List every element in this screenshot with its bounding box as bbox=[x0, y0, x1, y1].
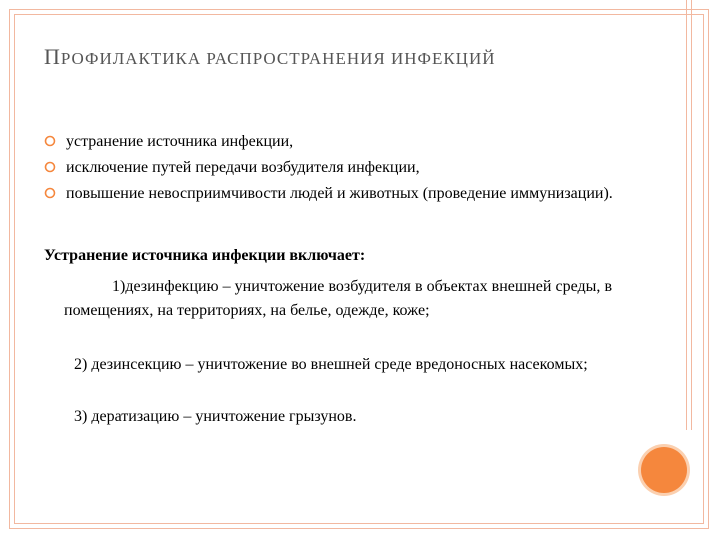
title-initial: П bbox=[44, 44, 61, 69]
sun-icon bbox=[44, 187, 56, 199]
list-item bbox=[44, 158, 624, 178]
slide-frame-inner bbox=[14, 14, 704, 524]
bullet-text: повышение невосприимчивости людей и животных (проведение иммунизации). bbox=[66, 185, 613, 202]
decor-line bbox=[691, 0, 692, 430]
list-item-deratization: 3) дератизацию – уничтожение грызунов. bbox=[74, 408, 357, 425]
list-item-disinfection: 1)дезинфекцию – уничтожение возбудителя в объектах внешней среды, в помещениях, на территориях, на белье, одежде, коже; bbox=[64, 278, 612, 319]
bullet-text: исключение путей передачи возбудителя инфекции, bbox=[66, 159, 420, 176]
decor-circle bbox=[641, 447, 687, 493]
subheading: Устранение источника инфекции включает: bbox=[44, 247, 366, 264]
list-item-disinsection: 2) дезинсекцию – уничтожение во внешней среде вредоносных насекомых; bbox=[74, 356, 588, 373]
bullet-text: устранение источника инфекции, bbox=[66, 133, 294, 150]
bullet-list bbox=[44, 132, 624, 210]
decor-line bbox=[686, 0, 687, 430]
list-item bbox=[44, 132, 624, 152]
sun-icon bbox=[44, 161, 56, 173]
title-rest: РОФИЛАКТИКА РАСПРОСТРАНЕНИЯ ИНФЕКЦИЙ bbox=[60, 49, 496, 68]
list-item bbox=[44, 184, 624, 204]
sun-icon bbox=[44, 135, 56, 147]
slide-title bbox=[44, 44, 496, 70]
